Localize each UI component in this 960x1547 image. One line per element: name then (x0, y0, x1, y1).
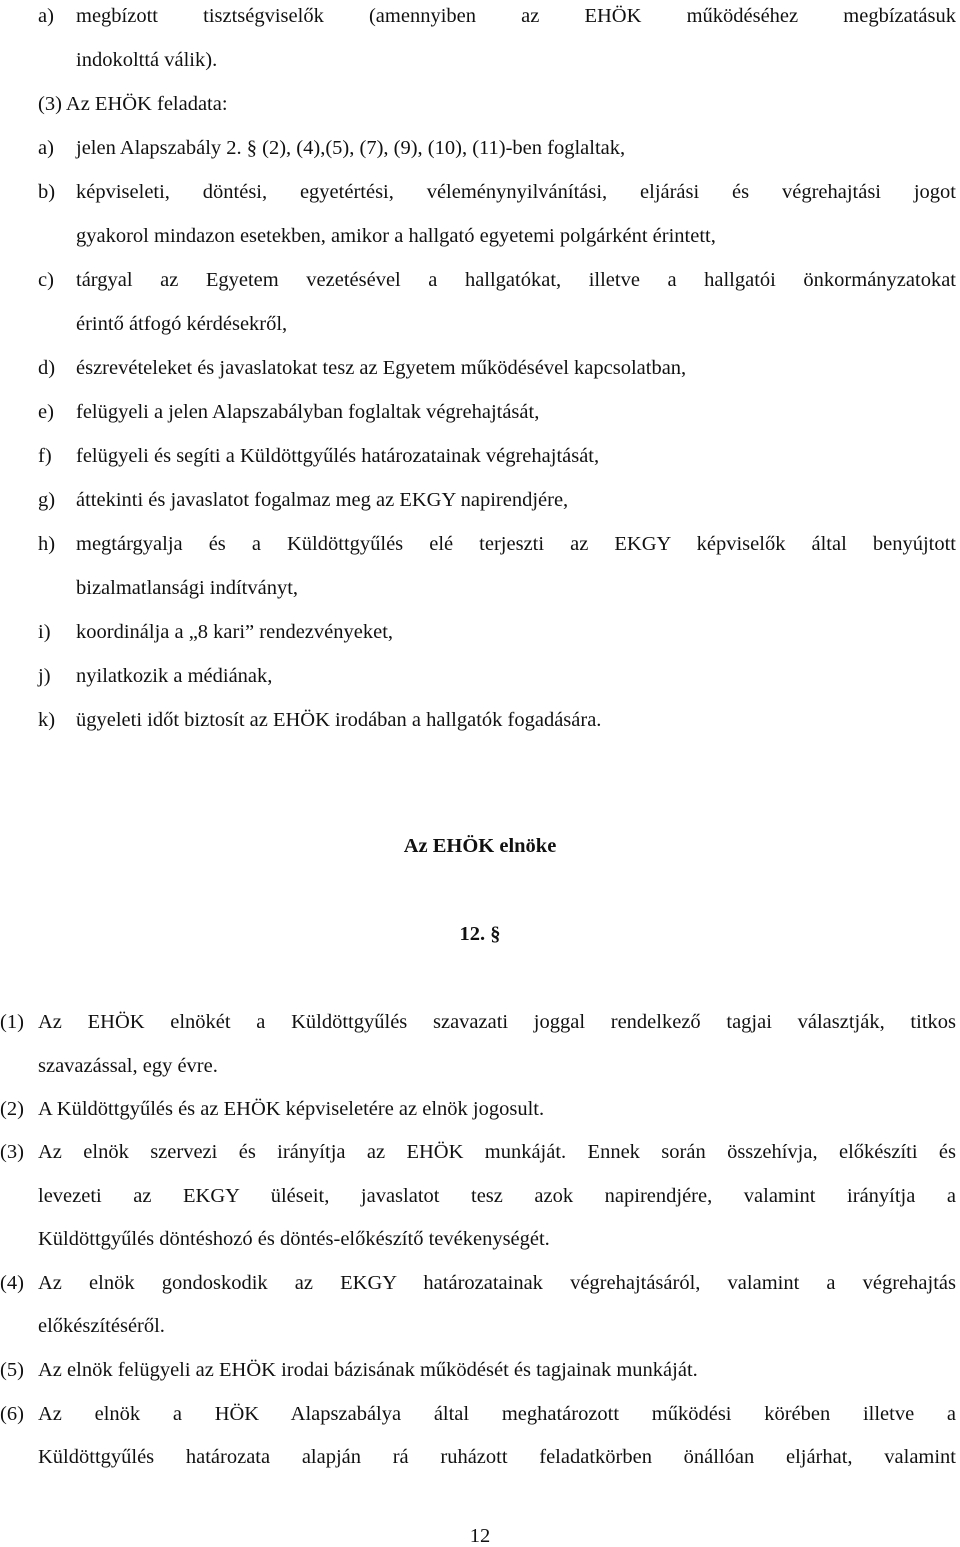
page-number: 12 (469, 1525, 491, 1547)
paragraph-line: Küldöttgyűlés határozata alapján rá ruházott feladatkörben önállóan eljárhat, valamint (38, 1446, 956, 1468)
paragraph-label: (3) (0, 1141, 24, 1163)
list-item-line: megbízott tisztségviselők (amennyiben az EHÖK működéséhez megbízatásuk (76, 5, 956, 27)
list-item-line: tárgyal az Egyetem vezetésével a hallgatókat, illetve a hallgatói önkormányzatokat (76, 269, 956, 291)
paragraph-label: (6) (0, 1403, 24, 1425)
list-label: b) (38, 181, 56, 203)
list-item-line: gyakorol mindazon esetekben, amikor a hallgató egyetemi polgárként érintett, (76, 225, 716, 247)
list-item-line: érintő átfogó kérdésekről, (76, 313, 288, 335)
list-item-line: képviseleti, döntési, egyetértési, véleménynyilvánítási, eljárási és végrehajtási jogot (76, 181, 956, 203)
list-item-line: ügyeleti időt biztosít az EHÖK irodában a hallgatók fogadására. (76, 709, 602, 731)
list-label: h) (38, 533, 56, 555)
list-label: c) (38, 269, 54, 291)
paragraph-line: előkészítéséről. (38, 1315, 165, 1337)
list-item-line: áttekinti és javaslatot fogalmaz meg az EKGY napirendjére, (76, 489, 569, 511)
list-item-line: jelen Alapszabály 2. § (2), (4),(5), (7), (9), (10), (11)-ben foglaltak, (76, 137, 626, 159)
list-item-line: indokolttá válik). (76, 49, 218, 71)
paragraph-label: (1) (0, 1011, 24, 1033)
paragraph-line: Az elnök gondoskodik az EKGY határozatainak végrehajtásáról, valamint a végrehajtás (38, 1272, 956, 1294)
list-item-line: megtárgyalja és a Küldöttgyűlés elé terjeszti az EKGY képviselők által benyújtott (76, 533, 956, 555)
list-item-line: felügyeli a jelen Alapszabályban foglaltak végrehajtását, (76, 401, 540, 423)
list-label: g) (38, 489, 56, 511)
list-label: j) (38, 665, 51, 687)
paragraph-label: (2) (0, 1098, 24, 1120)
list-label: i) (38, 621, 51, 643)
list-item-line: felügyeli és segíti a Küldöttgyűlés határozatainak végrehajtását, (76, 445, 600, 467)
list-item-line: bizalmatlansági indítványt, (76, 577, 299, 599)
list-item-line: nyilatkozik a médiának, (76, 665, 273, 687)
paragraph-line: levezeti az EKGY üléseit, javaslatot tesz azok napirendjére, valamint irányítja a (38, 1185, 956, 1207)
section-number: 12. § (459, 923, 501, 945)
paragraph-heading: (3) Az EHÖK feladata: (38, 93, 228, 115)
paragraph-line: Az elnök felügyeli az EHÖK irodai bázisának működését és tagjainak munkáját. (38, 1359, 698, 1381)
paragraph-line: A Küldöttgyűlés és az EHÖK képviseletére az elnök jogosult. (38, 1098, 545, 1120)
paragraph-label: (5) (0, 1359, 24, 1381)
list-label: f) (38, 445, 52, 467)
list-label: a) (38, 5, 54, 27)
list-item-line: koordinálja a „8 kari” rendezvényeket, (76, 621, 394, 643)
paragraph-line: Az elnök a HÖK Alapszabálya által meghatározott működési körében illetve a (38, 1403, 956, 1425)
paragraph-line: Az EHÖK elnökét a Küldöttgyűlés szavazati joggal rendelkező tagjai választják, titkos (38, 1011, 956, 1033)
list-label: d) (38, 357, 56, 379)
paragraph-line: szavazással, egy évre. (38, 1055, 218, 1077)
paragraph-line: Küldöttgyűlés döntéshozó és döntés-előkészítő tevékenységét. (38, 1228, 550, 1250)
paragraph-label: (4) (0, 1272, 24, 1294)
list-label: e) (38, 401, 54, 423)
section-title: Az EHÖK elnöke (403, 835, 557, 857)
list-label: a) (38, 137, 54, 159)
list-label: k) (38, 709, 56, 731)
list-item-line: észrevételeket és javaslatokat tesz az Egyetem működésével kapcsolatban, (76, 357, 687, 379)
paragraph-line: Az elnök szervezi és irányítja az EHÖK munkáját. Ennek során összehívja, előkészíti és (38, 1141, 956, 1163)
